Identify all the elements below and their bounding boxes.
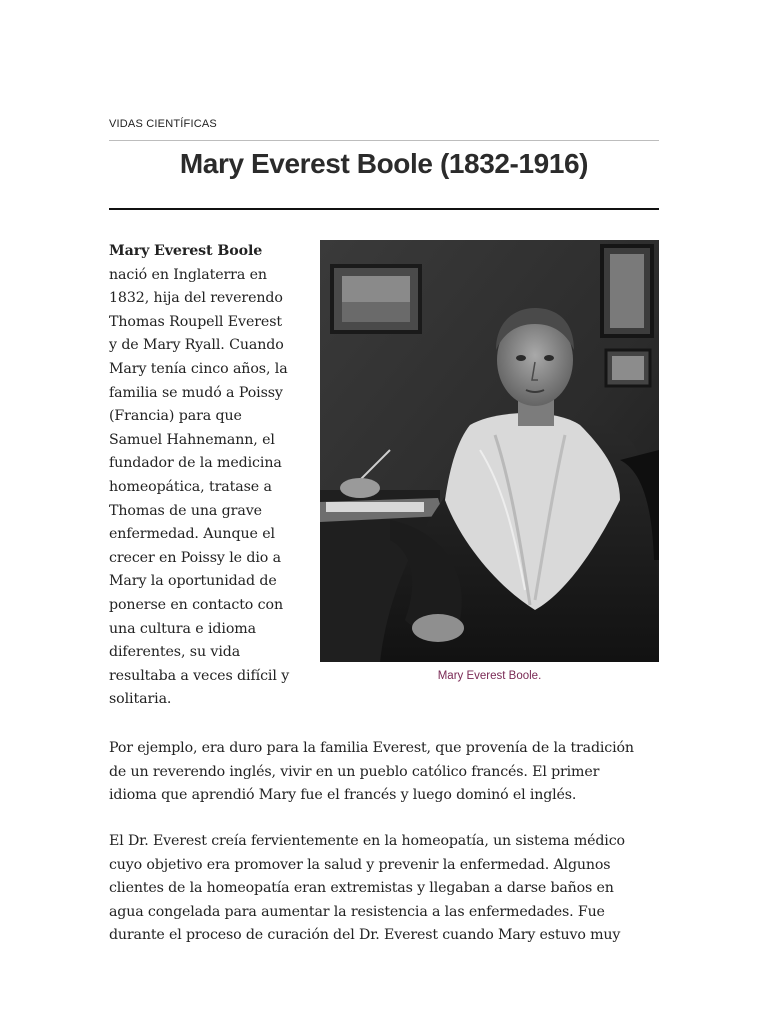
title-divider xyxy=(109,208,659,210)
intro-line: resultaba a veces difícil y xyxy=(109,667,290,684)
intro-bold-name: Mary Everest Boole xyxy=(109,243,263,259)
intro-line: Thomas de una grave xyxy=(109,502,262,519)
intro-line: (Francia) para que xyxy=(109,408,242,425)
paragraph-line: El Dr. Everest creía fervientemente en la homeopatía, un sistema médico xyxy=(109,833,625,849)
paragraph-line: de un reverendo inglés, vivir en un pueblo católico francés. El primer xyxy=(109,763,600,780)
paragraph-line: Por ejemplo, era duro para la familia Everest, que provenía de la tradición xyxy=(109,740,634,756)
section-label[interactable]: VIDAS CIENTÍFICAS xyxy=(109,118,217,130)
paragraph-line: durante el proceso de curación del Dr. Everest cuando Mary estuvo muy xyxy=(109,927,621,944)
intro-line: 1832, hija del reverendo xyxy=(109,290,283,307)
intro-line: Mary la oportunidad de xyxy=(109,573,277,590)
body-paragraph xyxy=(109,737,669,808)
paragraph-line: clientes de la homeopatía eran extremistas y llegaban a darse baños en xyxy=(109,880,614,897)
intro-line: y de Mary Ryall. Cuando xyxy=(109,337,284,354)
intro-line: Thomas Roupell Everest xyxy=(109,313,282,330)
section-divider xyxy=(109,140,659,141)
paragraph-line: idioma que aprendió Mary fue el francés y luego dominó el inglés. xyxy=(109,787,577,804)
intro-line: enfermedad. Aunque el xyxy=(109,526,275,543)
intro-line: una cultura e idioma xyxy=(109,620,256,637)
intro-line: familia se mudó a Poissy xyxy=(109,384,283,401)
paragraph-line: agua congelada para aumentar la resistencia a las enfermedades. Fue xyxy=(109,903,605,920)
portrait-image xyxy=(320,240,659,662)
intro-line: Samuel Hahnemann, el xyxy=(109,431,275,448)
intro-line: diferentes, su vida xyxy=(109,644,241,661)
intro-line: Mary tenía cinco años, la xyxy=(109,360,288,377)
portrait-photo xyxy=(320,240,659,662)
paragraph-line: cuyo objetivo era promover la salud y prevenir la enfermedad. Algunos xyxy=(109,856,611,873)
body-paragraph xyxy=(109,830,669,948)
intro-line: homeopática, tratase a xyxy=(109,478,272,495)
article-title: Mary Everest Boole (1832-1916) xyxy=(179,148,589,179)
intro-line: solitaria. xyxy=(109,691,172,708)
figure-caption: Mary Everest Boole. xyxy=(437,670,542,682)
intro-paragraph xyxy=(109,240,309,712)
intro-line: nació en Inglaterra en xyxy=(109,266,267,283)
intro-line: crecer en Poissy le dio a xyxy=(109,549,282,566)
intro-line: fundador de la medicina xyxy=(109,455,282,472)
intro-line: ponerse en contacto con xyxy=(109,596,283,613)
